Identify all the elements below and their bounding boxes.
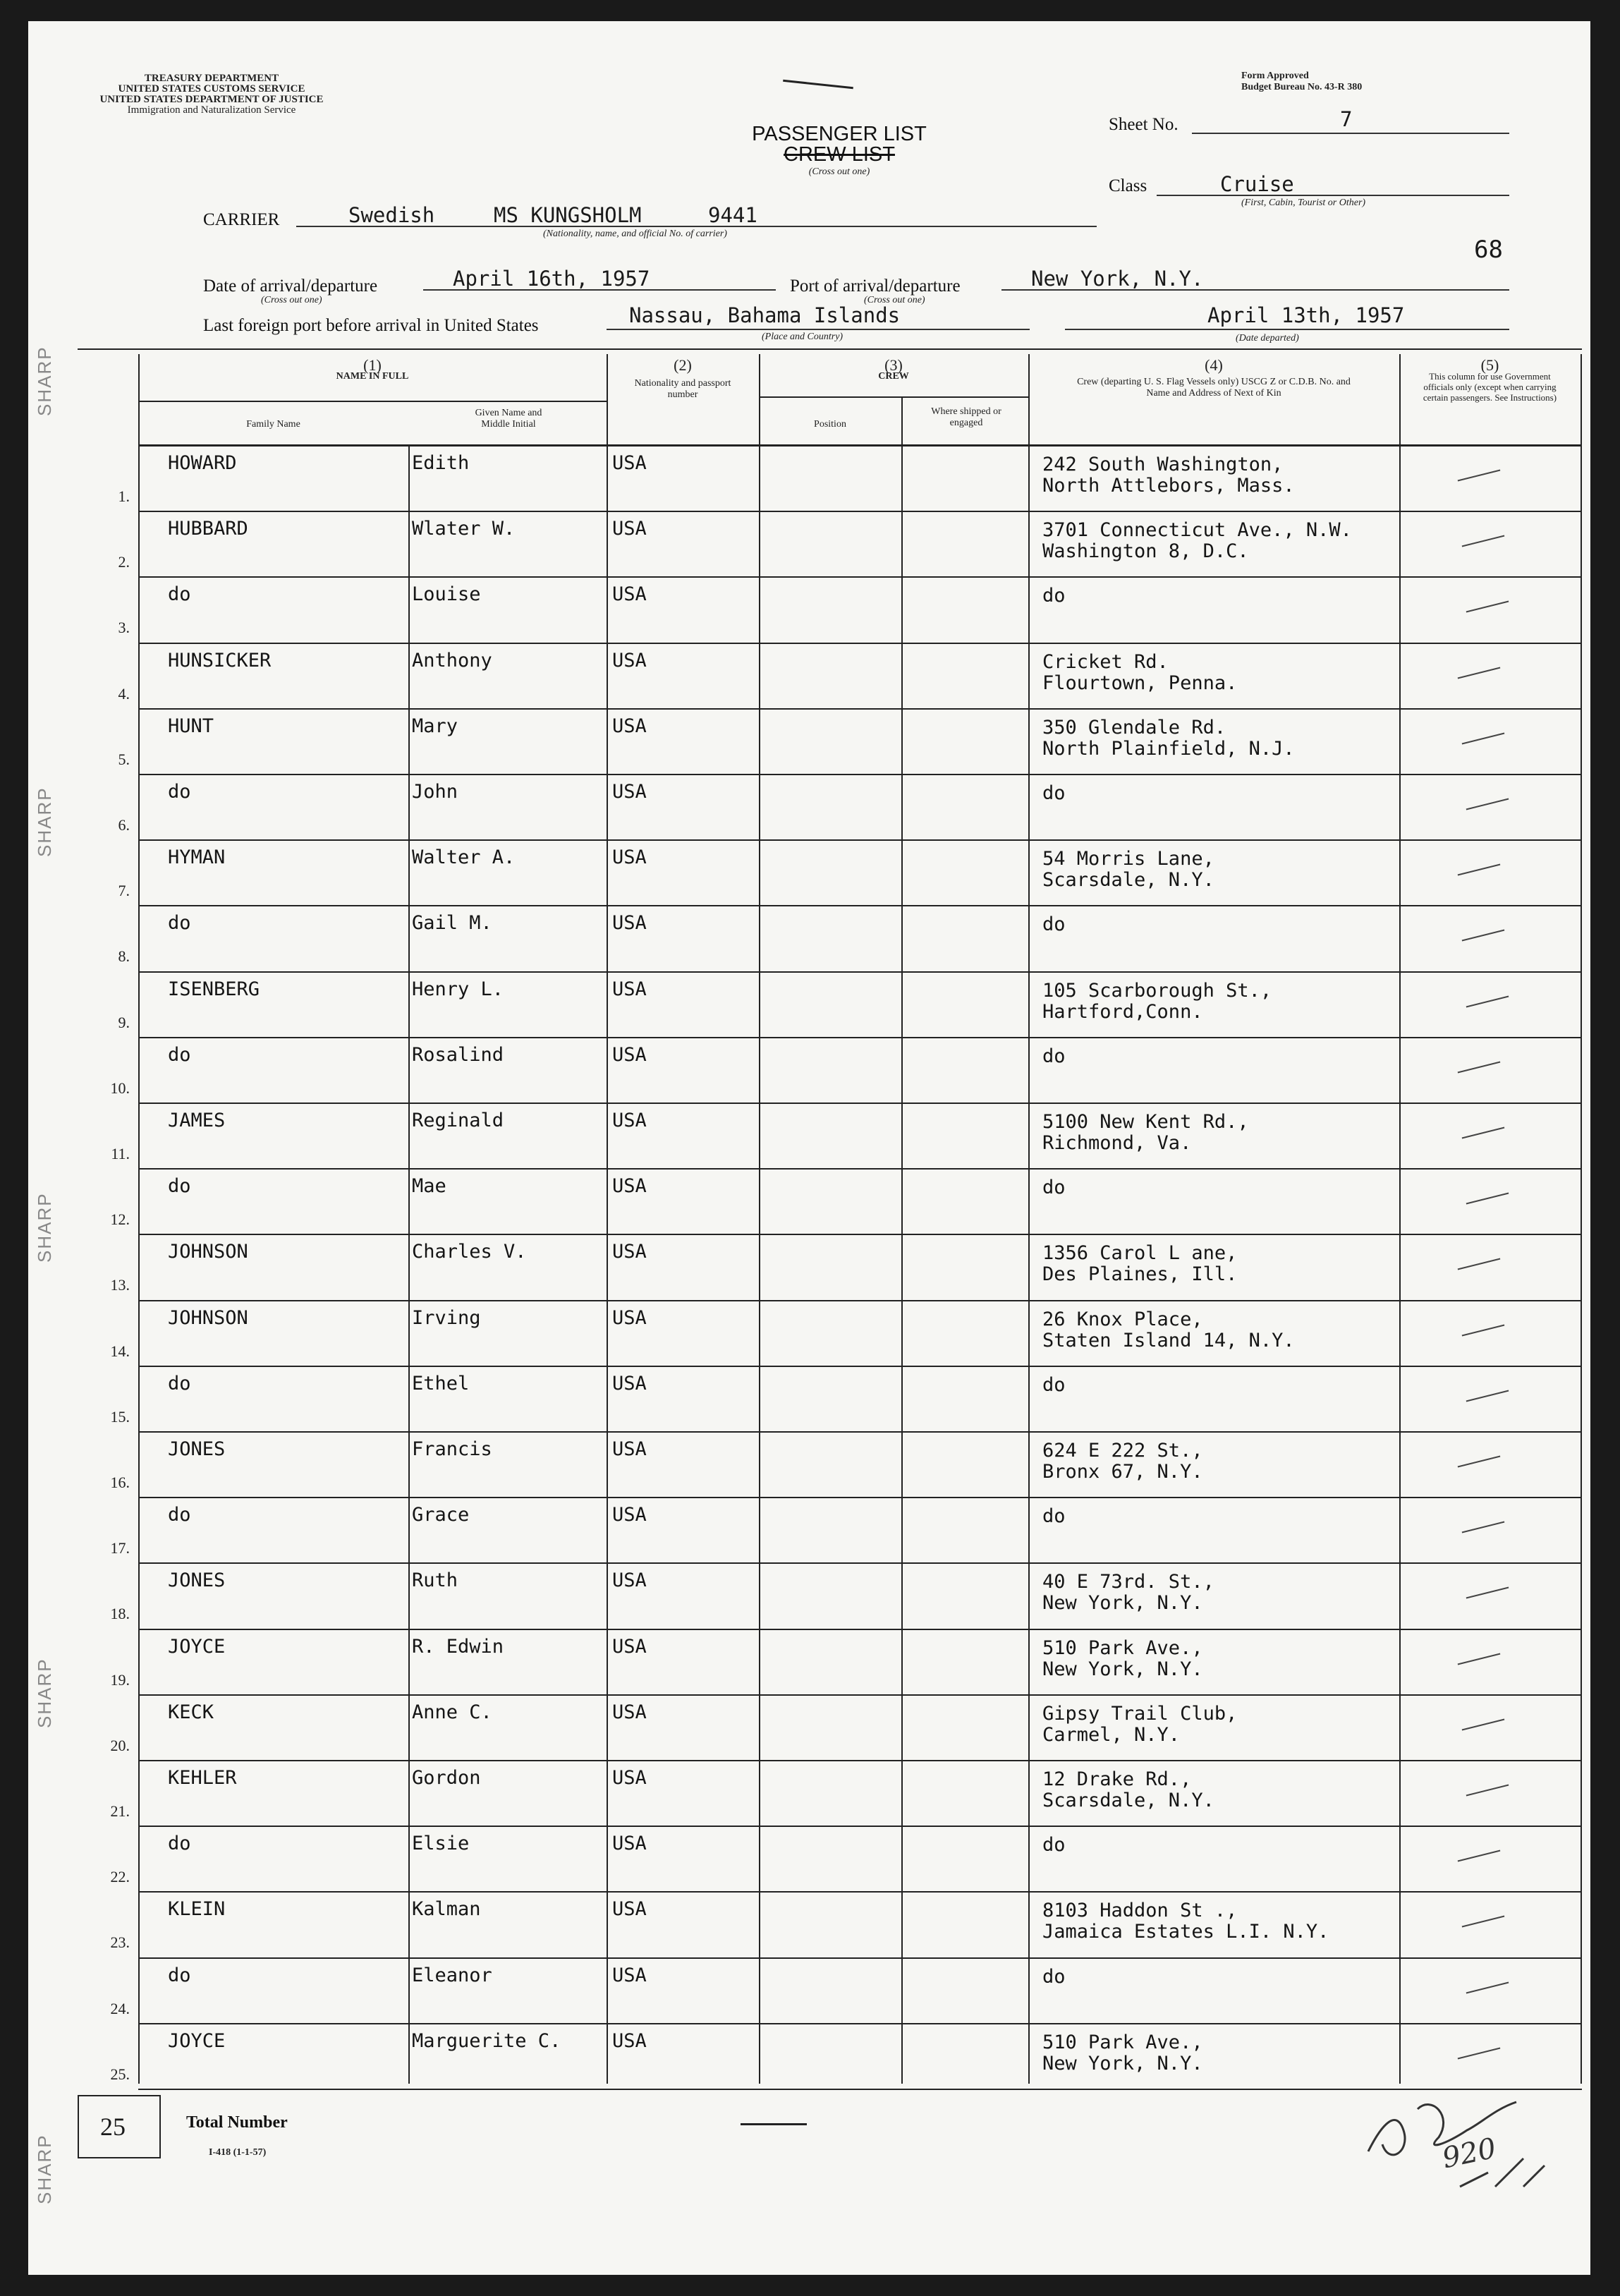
col1-number: (1) [363, 356, 382, 374]
family-name: HYMAN [168, 846, 226, 869]
family-name: JOYCE [168, 1635, 226, 1658]
given-name: Rosalind [412, 1043, 504, 1066]
given-name: Ethel [412, 1372, 470, 1395]
row-number: 24. [110, 1999, 130, 2017]
sharp-stamp: SHARP [34, 1658, 55, 1728]
address-line-1: do [1042, 1965, 1066, 1988]
family-name: HUNT [168, 715, 214, 737]
table-row [118, 512, 1582, 578]
carrier-label: CARRIER [203, 210, 280, 229]
address-line-2: Richmond, Va. [1042, 1132, 1192, 1154]
address-line-1: 26 Knox Place, [1042, 1308, 1203, 1330]
table-row [118, 973, 1582, 1038]
table-row [110, 1038, 1582, 1104]
family-name: do [168, 1964, 191, 1986]
nationality: USA [612, 1241, 647, 1263]
class-value: Cruise [1220, 172, 1294, 196]
nationality: USA [612, 452, 647, 474]
address-line-1: do [1042, 913, 1066, 936]
address-line-1: do [1042, 1045, 1066, 1067]
arrival-port-caption: (Cross out one) [864, 295, 925, 305]
nationality: USA [612, 1438, 647, 1460]
given-name: Louise [412, 583, 481, 606]
given-name: Reginald [412, 1110, 504, 1131]
nationality: USA [612, 1043, 647, 1066]
family-name: HUBBARD [168, 518, 248, 540]
table-row [111, 1104, 1582, 1170]
nationality: USA [612, 1306, 647, 1329]
address-line-2: Scarsdale, N.Y. [1042, 869, 1214, 892]
check-mark [1462, 535, 1505, 547]
arrival-date-caption: (Cross out one) [261, 295, 322, 305]
given-name: Eleanor [412, 1964, 492, 1986]
table-row [110, 1696, 1582, 1761]
address-line-2: Scarsdale, N.Y. [1042, 1790, 1214, 1811]
check-mark [1458, 470, 1501, 482]
address-line-2: New York, N.Y. [1042, 2052, 1203, 2075]
table-row [110, 1170, 1582, 1235]
row-number: 8. [118, 947, 130, 966]
family-name: do [168, 1043, 191, 1066]
nationality: USA [612, 1964, 647, 1986]
given-name: Gordon [412, 1767, 481, 1789]
address-line-2: New York, N.Y. [1042, 1658, 1203, 1680]
row-number: 5. [118, 750, 130, 768]
table-row [110, 1564, 1582, 1629]
check-mark [1462, 1324, 1505, 1336]
table-row [110, 1761, 1582, 1827]
check-mark [1466, 995, 1509, 1007]
address-line-1: Gipsy Trail Club, [1042, 1702, 1238, 1725]
agency-line: UNITED STATES DEPARTMENT OF JUSTICE [99, 94, 324, 105]
agency-line: TREASURY DEPARTMENT [144, 73, 279, 84]
last-port-label: Last foreign port before arrival in United States [203, 316, 539, 335]
row-number: 6. [118, 816, 130, 834]
row-number: 15. [110, 1407, 130, 1426]
sheet-label: Sheet No. [1109, 115, 1179, 134]
given-name: Henry L. [412, 978, 504, 1000]
arrival-port-value: New York, N.Y. [1031, 267, 1204, 291]
row-number: 2. [118, 553, 130, 571]
col2-number: (2) [674, 356, 692, 374]
given-name: Charles V. [412, 1241, 527, 1263]
row-number: 12. [110, 1210, 130, 1229]
arrival-date-value: April 16th, 1957 [453, 267, 650, 291]
carrier-underline [296, 226, 1097, 227]
col2-header [607, 356, 759, 401]
family-name: JONES [168, 1438, 226, 1460]
table-row [110, 1301, 1582, 1367]
family-name: KEHLER [168, 1767, 237, 1789]
family-name-header: Family Name [246, 419, 300, 430]
header-subline [759, 396, 1028, 398]
given-name: Grace [412, 1504, 470, 1526]
sheet-underline [1192, 133, 1509, 134]
total-label: Total Number [186, 2113, 288, 2132]
form-approved-line: Form Approved [1241, 71, 1309, 81]
nationality: USA [612, 1175, 647, 1198]
agency-header [78, 73, 346, 116]
nationality: USA [612, 1701, 647, 1723]
last-port-caption: (Place and Country) [762, 332, 844, 342]
form-approved [1241, 71, 1362, 93]
table-row [118, 906, 1582, 972]
address-line-1: 242 South Washington, [1042, 454, 1284, 475]
check-mark [1458, 1258, 1501, 1270]
title-block [733, 83, 945, 178]
table-row [110, 1630, 1582, 1696]
row-number: 4. [118, 684, 130, 703]
table-row [110, 1827, 1582, 1893]
row-number: 17. [110, 1539, 130, 1557]
carrier-caption: (Nationality, name, and official No. of carrier) [543, 229, 727, 239]
carrier-name: MS KUNGSHOLM [494, 203, 642, 227]
header-subline [138, 401, 607, 402]
table-row [118, 447, 1582, 512]
page-number: 68 [1474, 236, 1503, 264]
nationality: USA [612, 518, 647, 540]
check-mark [1466, 1981, 1509, 1993]
nationality: USA [612, 715, 647, 737]
table-row [118, 578, 1582, 643]
given-name: Edith [412, 452, 470, 474]
given-name: Anne C. [412, 1701, 492, 1723]
address-line-1: Cricket Rd. [1042, 650, 1169, 673]
col3-number: (3) [884, 356, 903, 374]
sheet-value: 7 [1340, 107, 1353, 131]
row-number: 19. [110, 1670, 130, 1689]
row-number: 11. [111, 1145, 130, 1162]
total-box [78, 2095, 161, 2158]
address-line-2: Washington 8, D.C. [1042, 540, 1249, 563]
table-row [118, 841, 1582, 906]
family-name: do [168, 1504, 191, 1526]
row-number: 23. [110, 1933, 130, 1952]
arrival-port-label: Port of arrival/departure [790, 277, 961, 296]
address-line-2: Bronx 67, N.Y. [1042, 1461, 1203, 1483]
address-line-1: 350 Glendale Rd. [1042, 716, 1226, 739]
check-mark [1466, 1390, 1509, 1402]
check-mark [1462, 1127, 1505, 1139]
class-label: Class [1109, 176, 1147, 195]
table-row [110, 1959, 1582, 2024]
table-row [110, 1367, 1582, 1433]
address-line-2: North Plainfield, N.J. [1042, 737, 1295, 760]
col5-title: This column for use Government officials only (except when carrying certain passengers. See Instructions) [1423, 371, 1557, 403]
address-line-1: 8103 Haddon St ., [1042, 1900, 1238, 1922]
col5-header [1399, 356, 1581, 403]
class-caption: (First, Cabin, Tourist or Other) [1241, 198, 1366, 208]
check-mark [1458, 1653, 1501, 1665]
nationality: USA [612, 978, 647, 1000]
col1-header [138, 356, 607, 382]
footer-dash [741, 2123, 807, 2125]
sharp-stamp: SHARP [34, 346, 55, 416]
check-mark [1466, 1587, 1509, 1599]
col1-title: NAME IN FULL [336, 371, 409, 382]
sharp-stamp: SHARP [34, 786, 55, 857]
address-line-1: 510 Park Ave., [1042, 2031, 1203, 2053]
given-name: Kalman [412, 1898, 481, 1921]
table-row [118, 644, 1582, 710]
form-approved-line: Budget Bureau No. 43-R 380 [1241, 82, 1363, 92]
address-line-1: 624 E 222 St., [1042, 1440, 1203, 1462]
shipped-header: Where shipped or engaged [931, 406, 1001, 428]
arrival-date-label: Date of arrival/departure [203, 277, 378, 296]
family-name: JOHNSON [168, 1306, 248, 1329]
family-name: JOYCE [168, 2029, 226, 2052]
check-mark [1466, 798, 1509, 810]
class-underline [1157, 195, 1509, 196]
family-name: HUNSICKER [168, 649, 272, 672]
given-name: Gail M. [412, 912, 492, 935]
address-line-1: do [1042, 1177, 1066, 1199]
col4-header [1028, 356, 1399, 399]
row-number: 13. [110, 1276, 130, 1294]
check-mark [1458, 1456, 1501, 1468]
nationality: USA [612, 912, 647, 935]
family-name: do [168, 1833, 191, 1855]
address-line-1: 1356 Carol L ane, [1042, 1242, 1238, 1265]
address-line-2: Staten Island 14, N.Y. [1042, 1329, 1295, 1352]
address-line-2: Hartford,Conn. [1042, 1000, 1203, 1023]
row-number: 22. [110, 1868, 130, 1886]
table-row [110, 1433, 1582, 1498]
passenger-list-title: PASSENGER LIST [752, 123, 927, 145]
nationality: USA [612, 1504, 647, 1526]
check-mark [1466, 1193, 1509, 1205]
address-line-1: do [1042, 1834, 1066, 1857]
row-number: 14. [110, 1342, 130, 1360]
header-rule [78, 348, 1582, 350]
col3-title: CREW [878, 371, 909, 382]
address-line-1: 5100 New Kent Rd., [1042, 1111, 1249, 1133]
nationality: USA [612, 2029, 647, 2052]
address-line-2: Jamaica Estates L.I. N.Y. [1042, 1921, 1329, 1943]
col3-header [759, 356, 1028, 382]
given-name: R. Edwin [412, 1635, 504, 1658]
col2-title: Nationality and passport number [634, 378, 731, 400]
address-line-1: 40 E 73rd. St., [1042, 1571, 1214, 1593]
col4-number: (4) [1205, 356, 1223, 374]
nationality: USA [612, 649, 647, 672]
family-name: do [168, 1175, 191, 1198]
row-number: 20. [110, 1736, 130, 1754]
family-name: do [168, 781, 191, 803]
sharp-stamp: SHARP [34, 1192, 55, 1263]
nationality: USA [612, 583, 647, 606]
address-line-1: 3701 Connecticut Ave., N.W. [1042, 519, 1352, 542]
table-row [110, 1235, 1582, 1301]
given-name: Wlater W. [412, 518, 516, 540]
given-name: Anthony [412, 649, 492, 672]
table-row [110, 2024, 1582, 2090]
check-mark [1462, 930, 1505, 942]
address-line-2: New York, N.Y. [1042, 1592, 1203, 1615]
given-name-header: Given Name and Middle Initial [475, 408, 542, 430]
address-line-2: Carmel, N.Y. [1042, 1723, 1181, 1746]
last-port-underline [607, 329, 1030, 330]
address-line-2: North Attlebors, Mass. [1042, 475, 1295, 497]
family-name: do [168, 912, 191, 935]
address-line-1: do [1042, 782, 1066, 804]
family-name: do [168, 583, 191, 606]
family-name: HOWARD [168, 452, 237, 474]
form-id: I-418 (1-1-57) [209, 2147, 267, 2158]
handwritten-note: 920 [1439, 2132, 1499, 2175]
row-number: 1. [118, 487, 130, 505]
row-number: 9. [118, 1013, 130, 1031]
title-caption: (Cross out one) [808, 166, 870, 177]
agency-line: Immigration and Naturalization Service [127, 104, 296, 116]
given-name: Marguerite C. [412, 2029, 561, 2052]
address-line-1: 12 Drake Rd., [1042, 1768, 1192, 1790]
given-name: Mae [412, 1175, 446, 1198]
arrival-port-underline [1001, 289, 1509, 291]
check-mark [1458, 1850, 1501, 1862]
check-mark [1458, 864, 1501, 876]
family-name: ISENBERG [168, 978, 260, 1000]
check-mark [1466, 601, 1509, 613]
address-line-2: Flourtown, Penna. [1042, 672, 1238, 694]
col5-number: (5) [1480, 356, 1499, 374]
row-number: 16. [110, 1474, 130, 1491]
last-port-value: Nassau, Bahama Islands [629, 303, 901, 327]
nationality: USA [612, 1372, 647, 1395]
check-mark [1462, 1718, 1505, 1730]
family-name: KLEIN [168, 1898, 226, 1921]
carrier-official-no: 9441 [708, 203, 757, 227]
last-port-date-caption: (Date departed) [1236, 333, 1299, 344]
nationality: USA [612, 1833, 647, 1855]
sharp-stamp: SHARP [34, 2134, 55, 2204]
address-line-1: do [1042, 1373, 1066, 1396]
given-name: Elsie [412, 1833, 470, 1855]
address-line-1: do [1042, 1505, 1066, 1528]
check-mark [1462, 732, 1505, 744]
nationality: USA [612, 1635, 647, 1658]
carrier-nationality: Swedish [348, 203, 435, 227]
nationality: USA [612, 1767, 647, 1789]
address-line-1: 510 Park Ave., [1042, 1636, 1203, 1659]
arrival-date-underline [423, 289, 776, 291]
check-mark [1458, 667, 1501, 679]
address-line-1: 105 Scarborough St., [1042, 979, 1272, 1002]
total-value: 25 [100, 2113, 126, 2141]
given-name: Ruth [412, 1569, 458, 1592]
row-number: 3. [118, 619, 130, 637]
address-line-1: do [1042, 585, 1066, 607]
given-name: Irving [412, 1306, 481, 1329]
crew-list-title: CREW LIST [784, 143, 895, 166]
given-name: Walter A. [412, 846, 516, 869]
family-name: KECK [168, 1701, 214, 1723]
family-name: do [168, 1372, 191, 1395]
check-mark [1462, 1521, 1505, 1533]
nationality: USA [612, 846, 647, 869]
address-line-1: 54 Morris Lane, [1042, 848, 1214, 870]
family-name: JONES [168, 1569, 226, 1592]
nationality: USA [612, 781, 647, 803]
given-name: Francis [412, 1438, 492, 1460]
last-port-date-underline [1065, 329, 1509, 330]
table-row [110, 1893, 1582, 1958]
check-mark [1458, 1061, 1501, 1073]
row-number: 21. [110, 1802, 130, 1820]
agency-line: UNITED STATES CUSTOMS SERVICE [118, 83, 305, 95]
row-number: 10. [110, 1079, 130, 1097]
given-name: John [412, 781, 458, 803]
given-name: Mary [412, 715, 458, 737]
family-name: JOHNSON [168, 1241, 248, 1263]
col4-title: Crew (departing U. S. Flag Vessels only) USCG Z or C.D.B. No. and Name and Address of Next of Kin [1077, 377, 1351, 399]
nationality: USA [612, 1110, 647, 1131]
family-name: JAMES [168, 1110, 226, 1131]
check-mark [1458, 2047, 1501, 2059]
last-port-date: April 13th, 1957 [1207, 303, 1405, 327]
row-number: 18. [110, 1605, 130, 1623]
position-header: Position [814, 419, 846, 430]
nationality: USA [612, 1898, 647, 1921]
check-mark [1462, 1916, 1505, 1928]
table-row [118, 775, 1582, 841]
address-line-2: Des Plaines, Ill. [1042, 1263, 1238, 1286]
table-row [110, 1498, 1582, 1564]
table-row [118, 710, 1582, 775]
row-number: 25. [110, 2065, 130, 2083]
row-number: 7. [118, 882, 130, 900]
check-mark [1466, 1785, 1509, 1797]
nationality: USA [612, 1569, 647, 1592]
passenger-table [110, 354, 1582, 2084]
